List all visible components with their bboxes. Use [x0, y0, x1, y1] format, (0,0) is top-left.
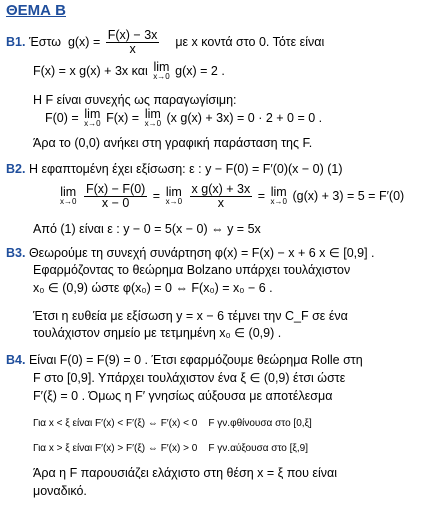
b1-condition: με x κοντά στο 0. Τότε είναι: [175, 34, 325, 49]
lim-sub: x→0: [144, 119, 162, 128]
lim-word: lim: [84, 107, 101, 121]
frac2-den: x: [217, 196, 224, 210]
eq2: =: [257, 188, 266, 203]
b1-limit: [153, 62, 169, 81]
b2-intro: Η εφαπτομένη έχει εξίσωση: ε : y − F(0) = F′(0)(x − 0) (1): [28, 162, 343, 176]
b1-g-def: g(x) =: [67, 34, 101, 49]
b4-line-4: Άρα η F παρουσιάζει ελάχιστο στη θέση x = ξ που είναι: [33, 466, 338, 480]
lim-sub: x→0: [60, 197, 77, 206]
frac2-num: x g(x) + 3x: [191, 182, 251, 196]
frac1-den: x − 0: [101, 196, 130, 210]
b3-text-1: Θεωρούμε τη συνεχή συνάρτηση φ(x) = F(x) − x + 6 x ∈ [0,9] .: [28, 246, 375, 260]
b2-intro-line: [6, 162, 343, 176]
lim-word: lim: [60, 185, 77, 199]
lim-sub: x→0: [84, 119, 101, 128]
b4-line-3: F′(ξ) = 0 . Όμως η F′ γνησίως αύξουσα με αποτέλεσμα: [33, 389, 333, 403]
b4-line-1: [6, 353, 363, 367]
lim-sub: x→0: [270, 197, 287, 206]
b4-line-5: μοναδικό.: [33, 484, 87, 498]
b3-line-3: x₀ ∈ (0,9) ώστε φ(x₀) = 0 ⇔ F(x₀) = x₀ − 6 .: [33, 281, 273, 295]
lim-1: [84, 109, 100, 128]
b4-line-2: F στο [0,9]. Υπάρχει τουλάχιστον ένα ξ ∈ (0,9) έτσι ώστε: [33, 371, 346, 385]
b2-frac-2: [190, 183, 253, 210]
case1-a: Για x < ξ είναι F′(x) < F′(ξ) ⇔ F′(x) < 0: [33, 418, 198, 429]
b2-tail: (g(x) + 3) = 5 = F′(0): [292, 188, 405, 203]
section-title: ΘΕΜΑ Β: [6, 2, 66, 19]
b1-definition-line: [6, 29, 324, 56]
case1-b: F γν.φθίνουσα στο [0,ξ]: [208, 418, 312, 429]
case2-b: F γν.αύξουσα στο [ξ,9]: [208, 443, 309, 454]
b2-lim-1: [60, 187, 76, 206]
b1-intro: Έστω: [28, 34, 61, 49]
b2-lim-3: [271, 187, 287, 206]
case2-a: Για x > ξ είναι F′(x) > F′(ξ) ⇔ F′(x) > 0: [33, 443, 198, 454]
b4-case-1: [33, 417, 312, 431]
b4-text-1: Είναι F(0) = F(9) = 0 . Έτσι εφαρμόζουμε θεώρημα Rolle στη: [28, 353, 363, 367]
lim-2: [145, 109, 161, 128]
b2-result: Από (1) είναι ε : y − 0 = 5(x − 0) ⇔ y = 5x: [33, 222, 261, 236]
b1-label: Β1.: [6, 34, 26, 49]
b3-label: Β3.: [6, 246, 26, 260]
b1-frac-num: F(x) − 3x: [107, 28, 158, 42]
b2-lim-2: [166, 187, 182, 206]
frac1-num: F(x) − F(0): [85, 182, 146, 196]
b3-line-4: Έτσι η ευθεία με εξίσωση y = x − 6 τέμνει την C_F σε ένα: [33, 309, 348, 323]
b1-frac-den: x: [129, 42, 136, 56]
eq1: =: [152, 188, 161, 203]
b4-label: Β4.: [6, 353, 26, 367]
cont-eq-a: F(0) =: [45, 110, 79, 125]
b1-conclusion: Άρα το (0,0) ανήκει στη γραφική παράσταση της F.: [33, 136, 313, 150]
lim-sub: x→0: [165, 197, 183, 206]
b1-continuity-text: Η F είναι συνεχής ως παραγωγίσιμη:: [33, 93, 237, 107]
lim-word: lim: [270, 185, 287, 199]
b3-line-5: τουλάχιστον σημείο με τετμημένη x₀ ∈ (0,9) .: [33, 326, 282, 340]
b3-line-1: [6, 246, 375, 260]
lim-word: lim: [144, 107, 161, 121]
lim-sub: x→0: [153, 72, 170, 81]
b4-case-2: [33, 442, 308, 456]
b2-limit-line: [58, 183, 404, 210]
b1-g-fraction: [106, 29, 160, 56]
b1-continuity-eq: [45, 109, 322, 128]
b1-eq: F(x) = x g(x) + 3x και: [33, 63, 148, 78]
cont-eq-c: (x g(x) + 3x) = 0 · 2 + 0 = 0 .: [166, 110, 323, 125]
lim-word: lim: [153, 60, 170, 74]
b1-lim-expr: g(x) = 2 .: [175, 63, 225, 78]
b2-frac-1: [84, 183, 147, 210]
lim-word: lim: [165, 185, 182, 199]
b3-line-2: Εφαρμόζοντας το θεώρημα Bolzano υπάρχει τουλάχιστον: [33, 263, 351, 277]
b2-label: Β2.: [6, 162, 26, 176]
b1-equation-line: [33, 62, 225, 81]
cont-eq-b: F(x) =: [106, 110, 140, 125]
